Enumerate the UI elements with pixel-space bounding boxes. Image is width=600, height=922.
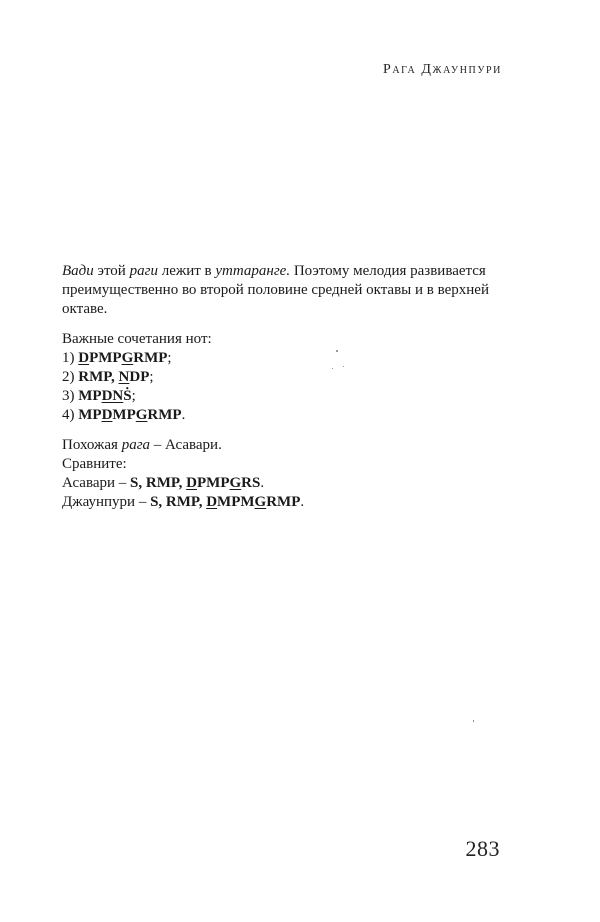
note-underlined: D bbox=[78, 350, 90, 366]
asavari-phrase bbox=[130, 475, 260, 491]
scan-speck bbox=[473, 720, 474, 722]
note-group: PMP bbox=[197, 475, 230, 491]
combination-number: 3) bbox=[62, 388, 79, 404]
asavari-line bbox=[62, 474, 512, 493]
note-underlined: D bbox=[101, 407, 113, 423]
note-group: , bbox=[111, 369, 119, 385]
paragraph-vadi bbox=[62, 262, 512, 319]
note-group: MPM bbox=[217, 494, 255, 510]
note-underlined: D bbox=[101, 388, 113, 404]
note-group: S, RMP, bbox=[130, 475, 187, 491]
term-vadi: Вади bbox=[62, 263, 94, 279]
note-group: RMP bbox=[147, 407, 182, 423]
paragraph-line-1 bbox=[62, 262, 512, 281]
similar-raga-block bbox=[62, 436, 512, 512]
text-fragment: Похожая bbox=[62, 437, 122, 453]
scan-speck bbox=[336, 350, 338, 352]
combination-item bbox=[62, 349, 512, 368]
running-header: Рага Джаунпури bbox=[382, 62, 502, 77]
note-group: MP bbox=[112, 407, 136, 423]
scan-speck bbox=[343, 366, 344, 367]
jaunpuri-label: Джаунпури – bbox=[62, 494, 151, 510]
note-group: Ṡ bbox=[123, 388, 132, 404]
note-group: RMP bbox=[266, 494, 301, 510]
note-underlined: G bbox=[135, 407, 148, 423]
combination-item bbox=[62, 387, 512, 406]
combination-punctuation: ; bbox=[167, 350, 172, 366]
note-underlined: G bbox=[254, 494, 267, 510]
note-underlined: G bbox=[229, 475, 242, 491]
note-underlined: D bbox=[186, 475, 197, 491]
paragraph-line-3: октаве. bbox=[62, 301, 108, 317]
note-group: RS bbox=[241, 475, 261, 491]
combinations-list bbox=[62, 349, 512, 425]
scan-speck bbox=[332, 368, 333, 369]
combination-number: 4) bbox=[62, 407, 79, 423]
note-group: RMP bbox=[133, 350, 168, 366]
combination-number: 2) bbox=[62, 369, 79, 385]
paragraph-line-2: преимущественно во второй половине средней октавы и в верхней bbox=[62, 282, 489, 298]
combination-punctuation: ; bbox=[131, 388, 136, 404]
text-fragment: этой bbox=[93, 263, 130, 279]
compare-label: Сравните: bbox=[62, 456, 127, 472]
note-group: PMP bbox=[89, 350, 122, 366]
term-raga: раги bbox=[129, 263, 158, 279]
asavari-end: . bbox=[260, 475, 265, 491]
combination-item bbox=[62, 406, 512, 425]
note-group: MP bbox=[78, 407, 102, 423]
text-fragment: – Асавари. bbox=[150, 437, 222, 453]
note-underlined: N bbox=[118, 369, 130, 385]
term-uttaranga: уттаранге. bbox=[215, 263, 291, 279]
note-group: MP bbox=[78, 388, 102, 404]
page-number: 283 bbox=[465, 836, 500, 861]
combination-item bbox=[62, 368, 512, 387]
text-fragment: лежит в bbox=[157, 263, 216, 279]
jaunpuri-line bbox=[62, 493, 512, 512]
note-underlined: N bbox=[112, 388, 124, 404]
combination-number: 1) bbox=[62, 350, 79, 366]
similar-raga-line bbox=[62, 436, 512, 455]
note-underlined: G bbox=[121, 350, 134, 366]
jaunpuri-end: . bbox=[300, 494, 305, 510]
combinations-block bbox=[62, 330, 512, 425]
page-body bbox=[62, 262, 512, 523]
note-group: RMP bbox=[78, 369, 112, 385]
combination-punctuation: ; bbox=[149, 369, 154, 385]
combinations-heading: Важные сочетания нот: bbox=[62, 331, 212, 347]
combination-punctuation: . bbox=[181, 407, 186, 423]
term-raga: рага bbox=[121, 437, 151, 453]
asavari-label: Асавари – bbox=[62, 475, 131, 491]
note-group: DP bbox=[129, 369, 150, 385]
text-fragment: Поэтому мелодия развивается bbox=[290, 263, 486, 279]
note-group: S, RMP, bbox=[150, 494, 207, 510]
note-underlined: D bbox=[206, 494, 218, 510]
jaunpuri-phrase bbox=[150, 494, 300, 510]
